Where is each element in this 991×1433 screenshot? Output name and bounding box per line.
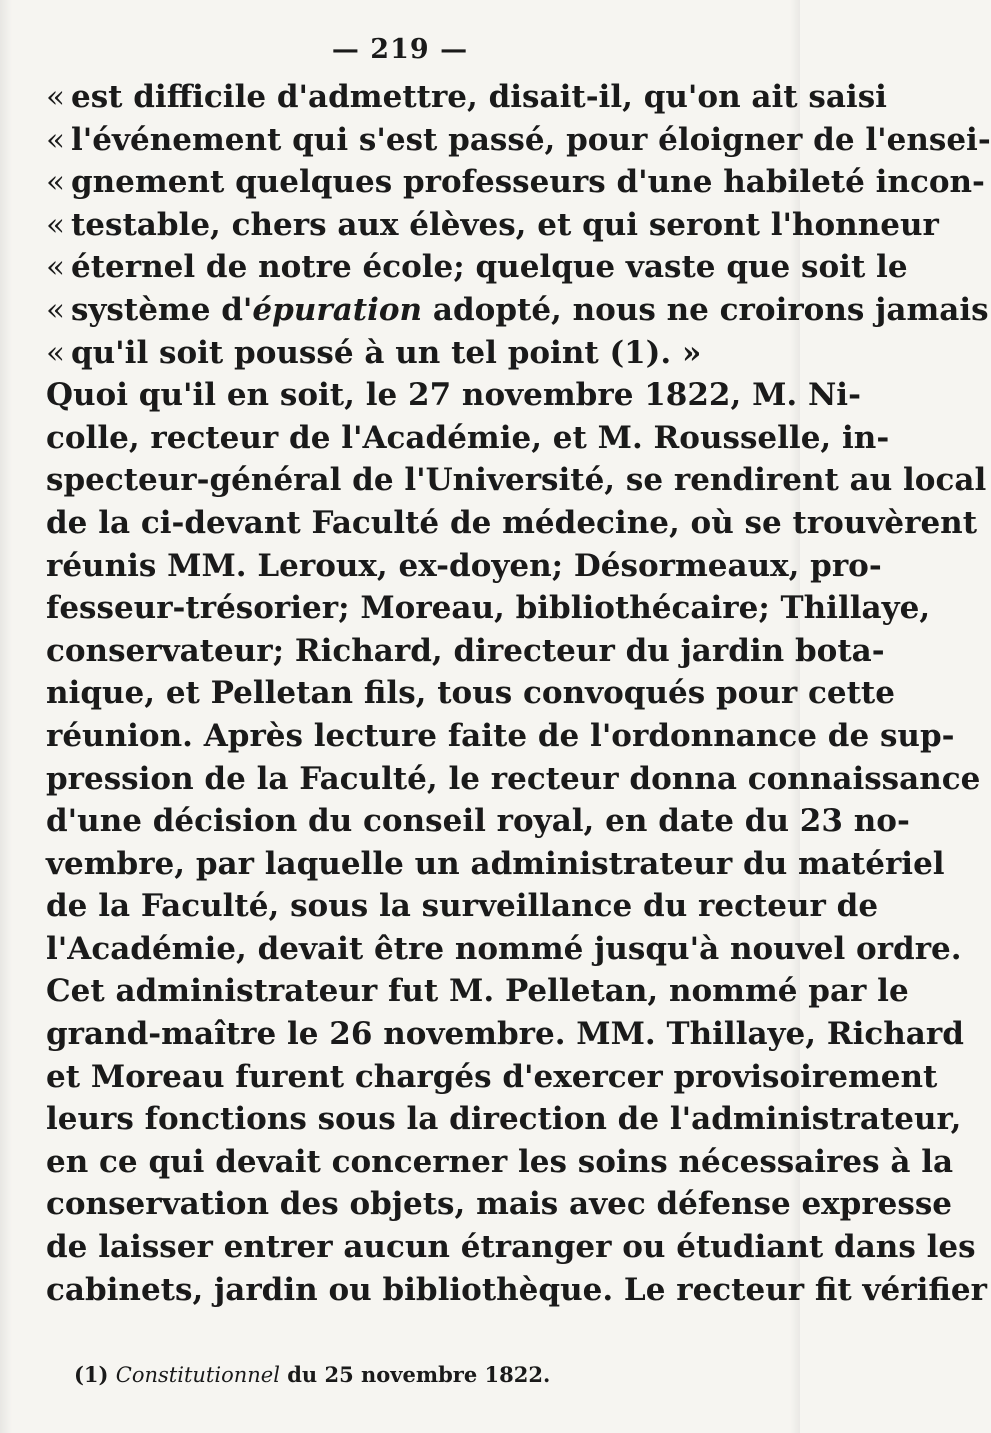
text-line	[46, 161, 985, 204]
text-line	[46, 417, 890, 460]
text-line	[46, 545, 882, 588]
text-line	[46, 246, 908, 289]
line-text: éternel de notre école; quelque vaste que soit le	[70, 249, 908, 286]
line-text: conservateur; Richard, directeur du jardin bota-	[46, 632, 885, 669]
text-line	[46, 758, 981, 801]
line-text: l'Académie, devait être nommé jusqu'à nouvel ordre.	[46, 930, 962, 967]
text-line	[46, 1013, 964, 1056]
footnote-marker: (1)	[74, 1362, 109, 1387]
line-text: adopté, nous ne croirons jamais	[422, 291, 989, 328]
line-text: d'une décision du conseil royal, en date du 23 no-	[46, 803, 910, 840]
line-text: specteur-général de l'Université, se rendirent au local	[46, 462, 987, 499]
line-text: l'événement qui s'est passé, pour éloigner de l'ensei-	[70, 121, 991, 158]
text-line	[46, 715, 955, 758]
line-text: de laisser entrer aucun étranger ou étudiant dans les	[46, 1229, 976, 1266]
text-line	[46, 1226, 976, 1269]
text-line	[46, 1056, 938, 1099]
line-text: réunis MM. Leroux, ex-doyen; Désormeaux, pro-	[46, 547, 882, 584]
line-text: fesseur-trésorier; Moreau, bibliothécaire; Thillaye,	[46, 590, 931, 627]
text-line	[46, 885, 879, 928]
line-text: Quoi qu'il en soit, le 27 novembre 1822, M. Ni-	[46, 377, 861, 414]
text-line	[46, 1098, 962, 1141]
text-line	[46, 332, 760, 375]
line-text: et Moreau furent chargés d'exercer provisoirement	[46, 1058, 938, 1095]
text-line	[46, 970, 909, 1013]
quote-mark: «	[46, 79, 65, 115]
footnote	[74, 1362, 674, 1387]
text-line	[46, 374, 861, 417]
text-line	[46, 800, 910, 843]
text-line	[46, 928, 962, 971]
line-text: cabinets, jardin ou bibliothèque. Le recteur fit vérifier	[46, 1271, 987, 1308]
text-line	[46, 587, 931, 630]
text-line	[46, 630, 885, 673]
quote-mark: «	[46, 249, 65, 286]
quote-mark: «	[46, 164, 65, 201]
line-text: conservation des objets, mais avec défense expresse	[46, 1186, 953, 1223]
quote-mark: «	[46, 121, 65, 158]
line-text: qu'il soit poussé à un tel point (1). »	[70, 334, 702, 371]
footnote-text: du 25 novembre 1822.	[287, 1362, 551, 1387]
text-line	[46, 459, 987, 502]
page-number: — 219 —	[331, 34, 469, 65]
line-text: vembre, par laquelle un administrateur du matériel	[46, 845, 945, 882]
text-line	[46, 1183, 953, 1226]
footnote-source: Constitutionnel	[115, 1363, 280, 1387]
text-line	[46, 1269, 987, 1312]
text-line	[46, 76, 887, 119]
text-line	[46, 204, 939, 247]
text-line	[46, 672, 895, 715]
line-text: leurs fonctions sous la direction de l'administrateur,	[46, 1101, 962, 1138]
text-line	[46, 843, 945, 886]
line-text: colle, recteur de l'Académie, et M. Rousselle, in-	[46, 419, 890, 456]
body-text	[46, 76, 991, 1311]
text-line	[46, 502, 978, 545]
text-line	[46, 289, 989, 332]
line-text: système d'	[70, 291, 253, 328]
line-text: de la Faculté, sous la surveillance du recteur de	[46, 888, 879, 925]
line-text: testable, chers aux élèves, et qui seront l'honneur	[70, 206, 939, 243]
line-text: nique, et Pelletan fils, tous convoqués pour cette	[46, 675, 895, 712]
quote-mark: «	[46, 334, 65, 371]
line-text: Cet administrateur fut M. Pelletan, nommé par le	[46, 973, 909, 1010]
line-text: pression de la Faculté, le recteur donna connaissance	[46, 760, 981, 797]
line-text: gnement quelques professeurs d'une habileté incon-	[70, 164, 985, 201]
line-text: en ce qui devait concerner les soins nécessaires à la	[46, 1143, 954, 1180]
quote-mark: «	[46, 291, 65, 328]
line-text: réunion. Après lecture faite de l'ordonnance de sup-	[46, 717, 955, 754]
text-line	[46, 1141, 954, 1184]
emphasis-text: épuration	[252, 291, 423, 328]
quote-mark: «	[46, 206, 65, 243]
line-text: grand-maître le 26 novembre. MM. Thillaye, Richard	[46, 1016, 964, 1053]
text-line	[46, 119, 991, 162]
line-text: est difficile d'admettre, disait-il, qu'on ait saisi	[70, 79, 887, 115]
line-text: de la ci-devant Faculté de médecine, où se trouvèrent	[46, 504, 978, 541]
